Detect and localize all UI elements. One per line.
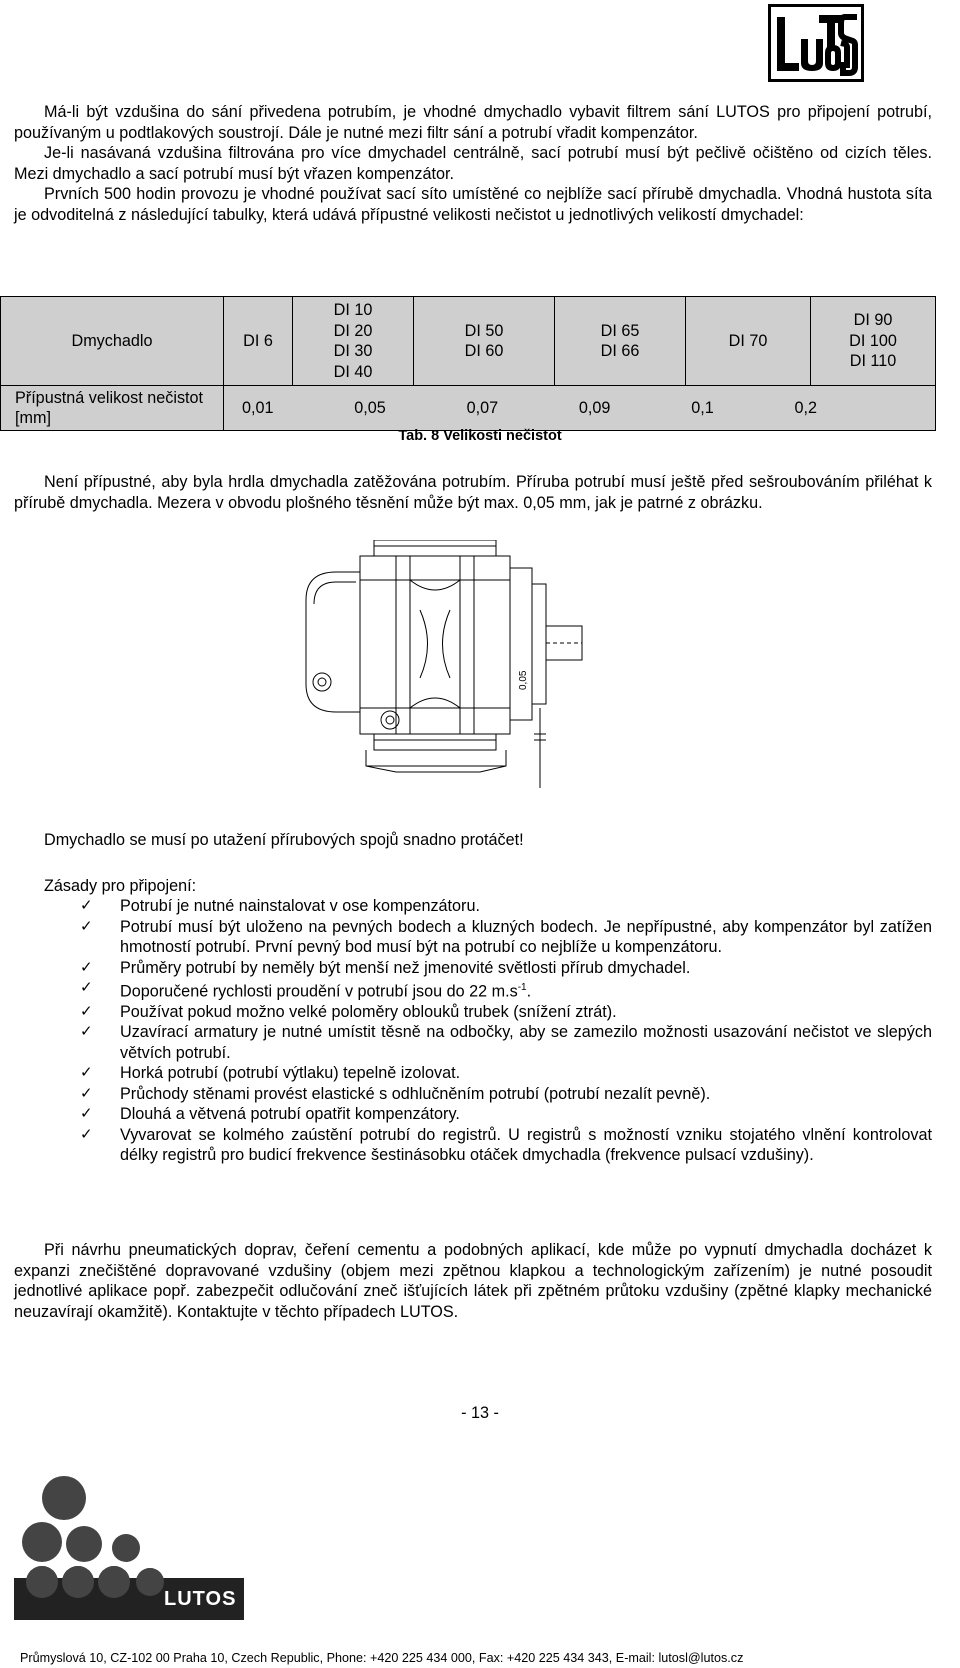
flange-section [14,472,932,513]
table-value: 0,1 [691,398,714,417]
table-cell-models: DI 70 [686,297,811,386]
intro-paragraph-2: Je-li nasávaná vzdušina filtrována pro více dmychadel centrálně, sací potrubí musí být pečlivě očištěno od cizích těles. Mezi dmychadlo a sací potrubí musí být vřazen kompenzátor. [14,144,932,183]
table-header-blower: Dmychadlo [1,297,224,386]
principles-section [14,876,932,897]
table-values-row [224,386,936,431]
table-header-dust-size: Přípustná velikost nečistot [mm] [1,386,224,431]
lutos-logo [768,4,864,82]
list-item: ✓ Potrubí je nutné nainstalovat v ose kompenzátoru. [80,897,480,915]
table-value: 0,09 [578,398,611,417]
flange-paragraph: Není přípustné, aby byla hrdla dmychadla zatěžována potrubím. Příruba potrubí musí ještě před sešroubováním přiléhat k přírubě dmychadla. Mezera v obvodu plošného těsnění může být max. 0,05 mm, jak je patrné z obrázku. [14,473,932,512]
page-number: - 13 - [461,1404,499,1422]
list-item: ✓ Uzavírací armatury je nutné umístit těsně na odbočky, aby se zamezilo možnosti usazování nečistot ve slepých větvích potrubí. [80,1023,932,1062]
checkmark-icon: ✓ [80,1023,93,1041]
table-caption: Tab. 8 Velikosti nečistot [398,428,562,444]
rotate-note-section [14,830,932,851]
checkmark-icon: ✓ [80,1002,93,1020]
dust-size-table [0,296,936,431]
blower-drawing-icon [300,540,590,790]
list-item: ✓ Vyvarovat se kolmého zaústění potrubí do registrů. U registrů s možností vzniku stojatého vlnění kontrolovat délky registrů pro budicí frekvence šestinásobku otáček dmychadla (frekvence pulsací vzdušiny). [80,1125,932,1165]
table-cell-models: DI 50 DI 60 [414,297,555,386]
checkmark-icon: ✓ [80,1084,93,1102]
intro-paragraph-1: Má-li být vzdušina do sání přivedena potrubím, je vhodné dmychadlo vybavit filtrem sání LUTOS pro připojení potrubí, používaným u podtlakových soustrojí. Dále je nutné mezi filtr sání a potrubí vřadit kompenzátor. [14,103,932,142]
list-item: ✓ Průměry potrubí by neměly být menší než jmenovité světlosti přírub dmychadel. [80,958,691,977]
bottom-logo-text: LUTOS [164,1588,237,1610]
checkmark-icon: ✓ [80,917,93,935]
table-value: 0,05 [354,398,386,417]
table-cell-models: DI 90 DI 100 DI 110 [811,297,936,386]
blower-flange-drawing [300,540,590,790]
checkmark-icon: ✓ [80,979,93,996]
principles-list [80,896,932,1166]
checkmark-icon: ✓ [80,958,93,976]
lutos-logo-icon [771,7,861,79]
table-row [1,297,936,386]
table-cell-models: DI 65 DI 66 [555,297,686,386]
rotate-note: Dmychadlo se musí po utažení přírubových spojů snadno protáčet! [44,831,524,849]
table-value: 0,01 [242,398,274,417]
dimension-label: 0,05 [518,670,529,690]
bottom-lutos-logo [14,1470,264,1620]
checkmark-icon: ✓ [80,1064,93,1082]
checkmark-icon: ✓ [80,897,93,914]
list-item: ✓ Horká potrubí (potrubí výtlaku) tepelně izolovat. [80,1064,461,1083]
closing-section [14,1240,932,1322]
list-item: ✓ Dlouhá a větvená potrubí opatřit kompenzátory. [80,1105,460,1124]
closing-paragraph: Při návrhu pneumatických doprav, čeření cementu a podobných aplikací, kde může po vypnutí dmychadla docházet k expanzi znečištěné dopravované vzdušiny (objem mezi zpětnou klapkou a technologickým zařízením) je nutné posoudit jednotlivé aplikace popř. zabezpečit odlučování zneč išťujících látek při zpětném průtoku vzdušiny (zpětné klapky mechanické neuzavírají okamžitě). Kontaktujte v těchto případech LUTOS. [14,1241,932,1321]
table-value: 0,2 [794,398,817,417]
checkmark-icon: ✓ [80,1125,93,1143]
list-item: ✓ Průchody stěnami provést elastické s odhlučněním potrubí (potrubí nezalít pevně). [80,1084,711,1103]
principles-title: Zásady pro připojení: [44,877,197,895]
table-row [1,386,936,431]
table-value: 0,07 [466,398,499,417]
checkmark-icon: ✓ [80,1105,93,1123]
table-cell-models: DI 6 [224,297,293,386]
list-item: ✓ Používat pokud možno velké poloměry oblouků trubek (snížení ztrát). [80,1002,617,1021]
intro-section [14,102,932,225]
footer-address: Průmyslová 10, CZ-102 00 Praha 10, Czech Republic, Phone: +420 225 434 000, Fax: +420 225 434 343, E-mail: lutosl@lutos.cz [20,1651,744,1665]
table-cell-models: DI 10 DI 20 DI 30 DI 40 [293,297,414,386]
intro-paragraph-3: Prvních 500 hodin provozu je vhodné používat sací síto umístěné co nejblíže sací přírubě dmychadla. Vhodná hustota síta je odvoditelná z následující tabulky, která udává přípustné velikosti nečistot u jednotlivých velikostí dmychadel: [14,185,932,224]
list-item: ✓ Doporučené rychlosti proudění v potrubí jsou do 22 $m.s^{-1}$. [80,979,532,1001]
list-item: ✓ Potrubí musí být uloženo na pevných bodech a kluzných bodech. Je nepřípustné, aby kompenzátor byl zatížen hmotností potrubí. První pevný bod musí být na potrubí co nejblíže u kompenzátoru. [80,917,932,956]
